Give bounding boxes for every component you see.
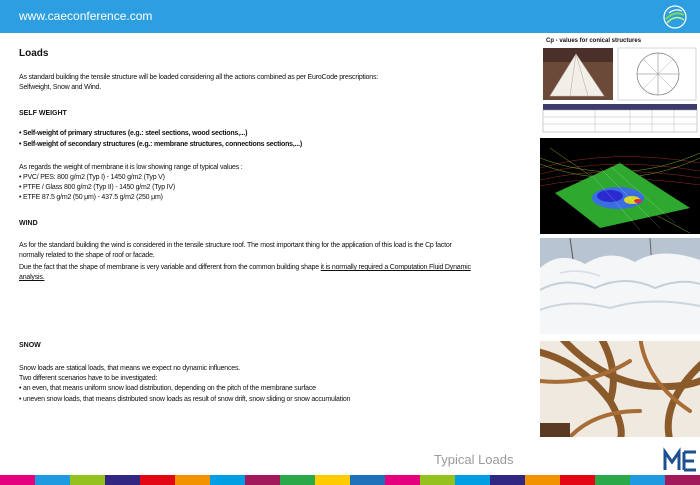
header-bar <box>0 0 700 33</box>
cp-figure-caption: Cp - values for conical structures <box>546 38 642 44</box>
stripe-segment <box>280 475 315 485</box>
stripe-segment <box>525 475 560 485</box>
cfd-link-text-end: analysis. <box>19 274 45 281</box>
membrane-weight-pvc: • PVC/ PES: 800 g/m2 (Typ I) - 1450 g/m2 (Typ V) <box>19 174 165 181</box>
color-stripe-footer <box>0 475 700 485</box>
section-heading-wind: WIND <box>19 220 38 227</box>
intro-line-1: As standard building the tensile structure will be loaded considering all the actions combined as per EuroCode prescriptions: <box>19 74 379 81</box>
stripe-segment <box>35 475 70 485</box>
wooden-structure-photo <box>540 341 700 437</box>
wind-line-3 <box>19 264 471 271</box>
stripe-segment <box>385 475 420 485</box>
stripe-segment <box>350 475 385 485</box>
cfd-simulation-image <box>540 138 700 234</box>
stripe-segment <box>0 475 35 485</box>
stripe-segment <box>560 475 595 485</box>
company-logo-icon <box>662 446 700 473</box>
stripe-segment <box>70 475 105 485</box>
wind-line-1: As for the standard building the wind is considered in the tensile structure roof. The most important thing for the application of this load is the Cp factor <box>19 242 452 249</box>
globe-logo-icon <box>662 4 688 30</box>
snow-line-3: • an even, that means uniform snow load distribution, depending on the pitch of the membrane surface <box>19 385 316 392</box>
site-url[interactable]: www.caeconference.com <box>19 9 153 23</box>
stripe-segment <box>140 475 175 485</box>
footer-label: Typical Loads <box>434 452 514 467</box>
stripe-segment <box>490 475 525 485</box>
stripe-segment <box>175 475 210 485</box>
membrane-weight-lead: As regards the weight of membrane it is low showing range of typical values : <box>19 164 243 171</box>
section-heading-self-weight: SELF WEIGHT <box>19 110 67 117</box>
snow-line-2: Two different scenarios have to be investigated: <box>19 375 158 382</box>
page-title: Loads <box>19 48 49 59</box>
wind-line-3-text: Due the fact that the shape of membrane is very variable and different from the common building shape <box>19 264 319 271</box>
stripe-segment <box>245 475 280 485</box>
stripe-segment <box>455 475 490 485</box>
stripe-segment <box>315 475 350 485</box>
stripe-segment <box>210 475 245 485</box>
self-weight-bullet-1: • Self-weight of primary structures (e.g.: steel sections, wood sections,...) <box>19 130 248 137</box>
snow-roof-photo <box>540 238 700 334</box>
stripe-segment <box>420 475 455 485</box>
section-heading-snow: SNOW <box>19 342 41 349</box>
stripe-segment <box>105 475 140 485</box>
wind-line-2: normally related to the shape of roof or facade. <box>19 252 155 259</box>
intro-line-2: Selfweight, Snow and Wind. <box>19 84 101 91</box>
snow-line-4: • uneven snow loads, that means distributed snow loads as result of snow drift, snow sliding or snow accumulation <box>19 396 351 403</box>
stripe-segment <box>630 475 665 485</box>
cp-values-figure <box>540 36 700 136</box>
stripe-segment <box>665 475 700 485</box>
membrane-weight-etfe: • ETFE 87.5 g/m2 (50 μm) - 437.5 g/m2 (250 μm) <box>19 194 163 201</box>
membrane-weight-ptfe: • PTFE / Glass 800 g/m2 (Typ II) - 1450 g/m2 (Typ IV) <box>19 184 176 191</box>
snow-line-1: Snow loads are statical loads, that means we expect no dynamic influences. <box>19 365 240 372</box>
self-weight-bullet-2: • Self-weight of secondary structures (e.g.: membrane structures, connections sections,...) <box>19 141 302 148</box>
stripe-segment <box>595 475 630 485</box>
cp-figure-drawing <box>540 36 700 136</box>
cfd-link-text: it is normally required a Computation Fluid Dynamic <box>320 264 471 271</box>
